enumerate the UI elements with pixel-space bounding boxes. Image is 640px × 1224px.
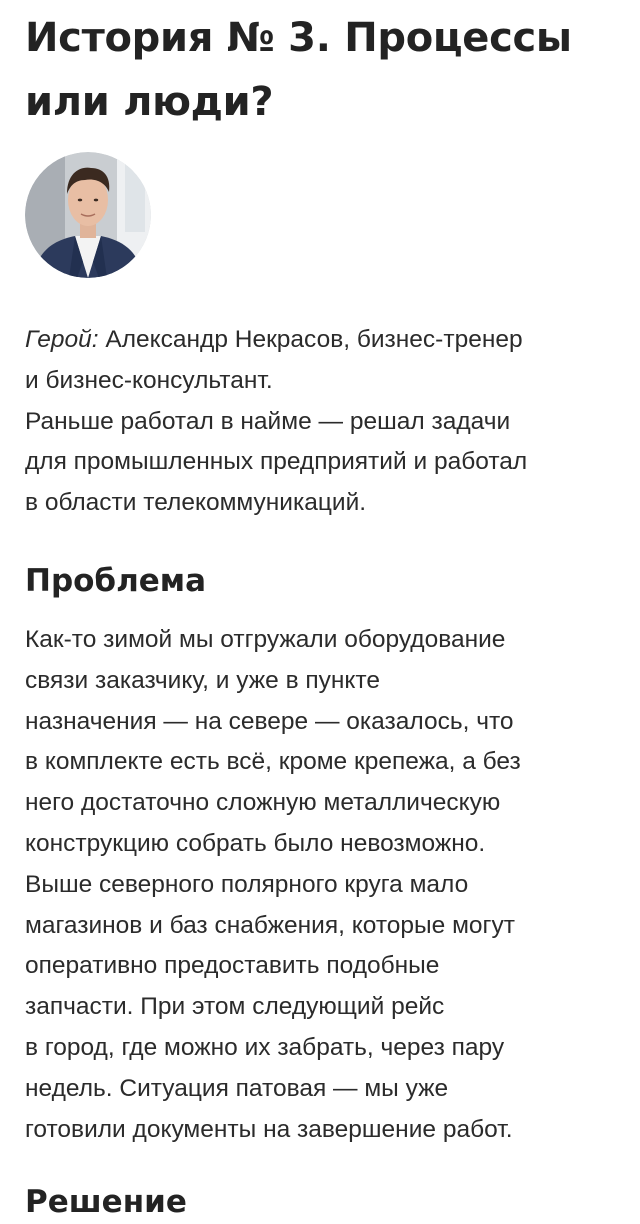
problem-line: Выше северного полярного круга мало — [25, 870, 469, 898]
problem-line: готовили документы на завершение работ. — [25, 1115, 513, 1143]
article-title — [25, 0, 625, 134]
hero-label: Герой: — [25, 326, 99, 353]
problem-line: недель. Ситуация патовая — мы уже — [25, 1074, 449, 1102]
solution-heading: Решение — [25, 1184, 187, 1220]
hero-line: и бизнес-консультант. — [25, 366, 273, 394]
problem-line: него достаточно сложную металлическую — [25, 789, 501, 817]
problem-line: связи заказчику, и уже в пункте — [25, 666, 380, 694]
hero-paragraph — [25, 320, 625, 524]
problem-line: конструкцию собрать было невозможно. — [25, 829, 486, 857]
hero-name: Александр Некрасов, бизнес-тренер — [98, 326, 523, 353]
problem-line: запчасти. При этом следующий рейс — [25, 993, 445, 1021]
problem-line: магазинов и баз снабжения, которые могут — [25, 911, 515, 939]
article — [25, 0, 625, 1220]
problem-line: назначения — на севере — оказалось, что — [25, 707, 514, 735]
problem-line: оперативно предоставить подобные — [25, 952, 440, 980]
problem-line: в город, где можно их забрать, через пару — [25, 1033, 505, 1061]
hero-line: для промышленных предприятий и работал — [25, 448, 528, 476]
hero-line: Раньше работал в найме — решал задачи — [25, 407, 511, 435]
hero-line: в области телекоммуникаций. — [25, 489, 367, 517]
hero-info — [25, 320, 625, 524]
problem-line: Как-то зимой мы отгружали оборудование — [25, 626, 506, 653]
problem-paragraph — [25, 620, 625, 1150]
problem-heading: Проблема — [25, 563, 207, 599]
problem-line: в комплекте есть всё, кроме крепежа, а без — [25, 748, 521, 776]
hero-line — [25, 320, 625, 361]
article-title-line: или люди? — [25, 79, 274, 125]
author-photo — [25, 152, 151, 278]
article-title-line: История № 3. Процессы — [25, 15, 572, 61]
